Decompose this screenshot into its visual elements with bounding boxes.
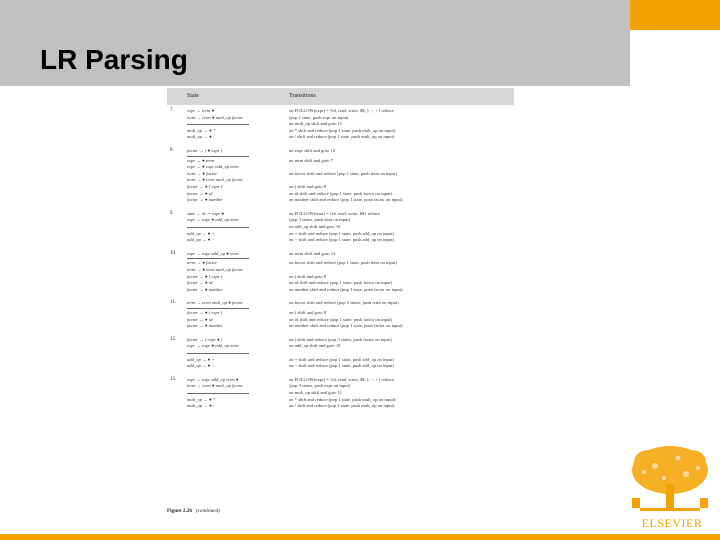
lr-item: factor → ● number (187, 197, 223, 203)
table-row (167, 403, 514, 410)
transition-text: on + shift and reduce (pop 1 state, push add_op on input) (289, 356, 394, 362)
transition-text: on ( shift and goto 8 (289, 310, 327, 315)
lr-item: term → ● term mult_op factor (187, 177, 243, 183)
table-row (167, 128, 514, 135)
lr-item: factor → ● id (187, 280, 213, 286)
transition-text: on ( shift and goto 8 (289, 184, 327, 189)
table-row (167, 397, 514, 404)
lr-item: expr → expr ● add_op term (187, 217, 239, 223)
accent-block (630, 0, 720, 30)
table-row (167, 343, 514, 350)
lr-item: add_op → ● + (187, 356, 215, 362)
lr-item: mult_op → ● * (187, 396, 216, 402)
table-row (167, 323, 514, 330)
transition-text: on + shift and reduce (pop 1 state, push add_op on input) (289, 230, 394, 236)
publisher-logo (620, 440, 720, 534)
lr-item: expr → expr add_op ● term (187, 250, 239, 256)
lr-item: factor → ● ( expr ) (187, 273, 223, 279)
transition-text: on FOLLOW(expr) = {id, read, write, $$, ), −, +} reduce (289, 108, 394, 113)
table-row (167, 171, 514, 178)
transition-text: on mult_op shift and goto 11 (289, 390, 343, 395)
table-row (167, 115, 514, 122)
lr-item: expr → term ● (187, 108, 215, 113)
lr-item: term → ● factor (187, 260, 218, 266)
lr-item: term → term ● mult_op factor (187, 383, 243, 389)
transition-text: on factor shift and reduce (pop 3 states, push term on input) (289, 300, 399, 306)
lr-item: term → ● factor (187, 170, 218, 176)
lr-item: term → term ● mult_op factor (187, 114, 243, 120)
transition-text: on / shift and reduce (pop 1 state, push mult_op on input) (289, 134, 395, 140)
lr-item: expr → ● expr add_op term (187, 164, 239, 170)
lr-item: add_op → ● − (187, 363, 215, 369)
transition-text: on − shift and reduce (pop 1 state, push add_op on input) (289, 237, 394, 243)
table-row (167, 217, 514, 224)
closure-divider (187, 393, 249, 394)
lr-item: mult_op → ● / (187, 403, 215, 409)
table-row (167, 363, 514, 370)
table-row (167, 108, 514, 115)
logo-wordmark: ELSEVIER (641, 516, 703, 530)
lr-item: mult_op → ● * (187, 127, 216, 133)
table-row (167, 191, 514, 198)
caption-label: Figure 2.26 (167, 508, 192, 514)
transition-text: on add_op shift and goto 10 (289, 343, 341, 349)
transition-text: on number shift and reduce (pop 1 state, push factor on input) (289, 197, 403, 203)
lr-item: term → term mult_op ● factor (187, 300, 243, 306)
state-number: 13. (170, 376, 177, 382)
transition-text: on expr shift and goto 12 (289, 148, 336, 153)
caption-note: (continued) (195, 508, 220, 514)
transition-text: on − shift and reduce (pop 1 state, push add_op on input) (289, 363, 394, 369)
bottom-accent-bar (0, 534, 720, 540)
table-row (167, 251, 514, 258)
lr-item: factor → ● ( expr ) (187, 184, 223, 189)
lr-item: stmt → id := expr ● (187, 210, 225, 216)
closure-divider (187, 227, 249, 228)
lr-item: factor → ● ( expr ) (187, 310, 223, 315)
transition-text: on ( shift and goto 8 (289, 273, 327, 279)
closure-divider (187, 156, 249, 157)
transition-text: on id shift and reduce (pop 1 state, push factor on input) (289, 316, 393, 322)
table-header (167, 88, 514, 105)
transition-text: on factor shift and reduce (pop 1 state, push term on input) (289, 170, 397, 176)
transition-text: on id shift and reduce (pop 1 state, push factor on input) (289, 280, 393, 286)
state-number: 7. (170, 108, 174, 113)
table-row (167, 184, 514, 191)
table-row (167, 134, 514, 141)
transition-text: on term shift and goto 13 (289, 250, 336, 256)
lr-item: expr → expr add_op term ● (187, 376, 239, 382)
transition-text: on number shift and reduce (pop 1 state, push factor on input) (289, 323, 403, 329)
transition-text: (pop 1 state, push expr on input) (289, 114, 349, 120)
table-row (167, 237, 514, 244)
lr-item: add_op → ● − (187, 237, 215, 243)
lr-item: factor → ( ● expr ) (187, 148, 223, 153)
table-row (167, 267, 514, 274)
table-row (167, 317, 514, 324)
transition-text: on mult_op shift and goto 11 (289, 121, 343, 127)
transition-text: (pop 3 states, push stmt on input) (289, 217, 351, 223)
lr-item: add_op → ● + (187, 230, 215, 236)
lr-item: mult_op → ● / (187, 134, 215, 140)
header-state: State (187, 93, 199, 99)
state-number: 8. (170, 148, 174, 153)
lr-item: expr → expr ● add_op term (187, 343, 239, 349)
table-row (167, 337, 514, 344)
figure-caption (167, 508, 220, 514)
transition-text: on * shift and reduce (pop 1 state, push mult_op on input) (289, 396, 396, 402)
state-number: 11. (170, 300, 177, 306)
closure-divider (187, 353, 249, 354)
table-row (167, 260, 514, 267)
closure-divider (187, 124, 249, 125)
table-row (167, 177, 514, 184)
transition-text: on FOLLOW(expr) = {id, read, write, $$, ), −, +} reduce (289, 376, 394, 382)
transition-text: on number shift and reduce (pop 1 state, push factor on input) (289, 286, 403, 292)
table-row (167, 164, 514, 171)
lr-item: factor → ● id (187, 316, 213, 322)
table-row (167, 231, 514, 238)
lr-parsing-table-figure (167, 88, 514, 518)
table-row (167, 158, 514, 165)
transition-text: (pop 3 states, push expr on input) (289, 383, 351, 389)
table-row (167, 357, 514, 364)
table-row (167, 274, 514, 281)
transition-text: on / shift and reduce (pop 1 state, push mult_op on input) (289, 403, 395, 409)
table-row (167, 211, 514, 218)
table-row (167, 310, 514, 317)
table-row (167, 148, 514, 155)
lr-item: term → ● term mult_op factor (187, 267, 243, 272)
header-transitions: Transitions (289, 93, 316, 99)
state-number: 10. (170, 250, 177, 256)
table-row (167, 383, 514, 390)
transition-text: on term shift and goto 7 (289, 157, 334, 163)
table-row (167, 197, 514, 204)
closure-divider (187, 308, 249, 309)
lr-item: factor → ● number (187, 286, 223, 292)
state-number: 9. (170, 210, 174, 216)
transition-text: on * shift and reduce (pop 1 state, push mult_op on input) (289, 127, 396, 133)
lr-item: factor → ( expr ● ) (187, 336, 223, 342)
state-number: 12. (170, 336, 177, 342)
lr-item: factor → ● id (187, 190, 213, 196)
table-row (167, 300, 514, 307)
slide-title: LR Parsing (40, 44, 188, 75)
tree-icon (620, 440, 720, 516)
table-row (167, 287, 514, 294)
transition-text: on factor shift and reduce (pop 1 state, push term on input) (289, 260, 397, 266)
closure-divider (187, 258, 249, 259)
transition-text: on ) shift and reduce (pop 3 states, push factor on input) (289, 336, 392, 342)
transition-text: on id shift and reduce (pop 1 state, push factor on input) (289, 190, 393, 196)
lr-item: factor → ● number (187, 323, 223, 329)
transition-text: on add_op shift and goto 10 (289, 224, 341, 229)
table-row (167, 377, 514, 384)
transition-text: on FOLLOW(stmt) = {id, read, write, $$} reduce (289, 210, 380, 216)
lr-item: expr → ● term (187, 157, 215, 163)
table-row (167, 280, 514, 287)
